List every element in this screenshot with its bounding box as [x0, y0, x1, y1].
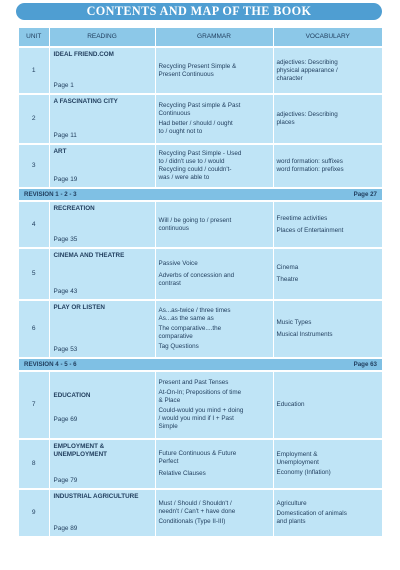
revision-cell	[19, 358, 382, 371]
reading-title: PLAY OR LISTEN	[53, 304, 105, 311]
reading-cell	[49, 248, 155, 300]
unit-number: 4	[19, 201, 49, 248]
grammar-line: Conditionals (Type II-III)	[158, 518, 226, 525]
vocabulary-cell	[273, 248, 382, 300]
contents-table	[19, 28, 382, 538]
revision-label: REVISION 4 - 5 - 6	[24, 361, 77, 368]
vocabulary-line: word formation: prefixes	[276, 166, 344, 173]
revision-row	[19, 188, 382, 201]
unit-row-6	[19, 300, 382, 358]
reading-title: CINEMA AND THEATRE	[53, 252, 125, 259]
reading-title: RECREATION	[53, 205, 95, 212]
grammar-line: Present and Past Tenses	[158, 379, 229, 386]
grammar-line: At-On-In; Prepositions of time	[158, 389, 242, 396]
unit-number: 5	[19, 248, 49, 300]
grammar-line: was / were able to	[158, 174, 210, 181]
reading-page: Page 89	[53, 525, 78, 532]
unit-number: 2	[19, 94, 49, 144]
revision-label: REVISION 1 - 2 - 3	[24, 191, 77, 198]
vocabulary-line: places	[276, 119, 295, 126]
vocabulary-cell	[273, 201, 382, 248]
unit-number: 7	[19, 371, 49, 439]
grammar-cell	[155, 371, 273, 439]
grammar-line: Recycling Past simple & Past	[158, 102, 241, 109]
vocabulary-cell	[273, 489, 382, 537]
reading-cell	[49, 94, 155, 144]
reading-title: INDUSTRIAL AGRICULTURE	[53, 493, 139, 500]
grammar-line: to / didn't use to / would	[158, 158, 225, 165]
grammar-cell	[155, 248, 273, 300]
grammar-cell	[155, 94, 273, 144]
unit-row-9	[19, 489, 382, 537]
reading-title: A FASCINATING CITY	[53, 98, 118, 105]
grammar-line: Tag Questions	[158, 343, 199, 350]
reading-cell	[49, 300, 155, 358]
grammar-line: The comparative....the	[158, 325, 222, 332]
grammar-line: Recycling Past Simple - Used	[158, 150, 242, 157]
reading-title: EDUCATION	[53, 392, 91, 399]
reading-cell	[49, 201, 155, 248]
vocabulary-line: Unemployment	[276, 459, 319, 466]
reading-page: Page 69	[53, 416, 78, 423]
reading-page: Page 79	[53, 477, 78, 484]
vocabulary-line: Employment &	[276, 451, 318, 458]
unit-row-8	[19, 439, 382, 489]
grammar-line: & Place	[158, 397, 181, 404]
grammar-line: Will / be going to / present	[158, 216, 232, 224]
unit-row-1	[19, 47, 382, 94]
grammar-line: Recycling could / couldn't-	[158, 166, 232, 173]
unit-row-3	[19, 144, 382, 188]
vocabulary-column-header: VOCABULARY	[273, 28, 382, 47]
revision-cell	[19, 188, 382, 201]
unit-number: 6	[19, 300, 49, 358]
unit-row-5	[19, 248, 382, 300]
unit-column-header: UNIT	[19, 28, 49, 47]
vocabulary-cell	[273, 439, 382, 489]
vocabulary-line: Cinema	[276, 264, 299, 271]
page-title: CONTENTS AND MAP OF THE BOOK	[16, 3, 382, 20]
vocabulary-cell	[273, 300, 382, 358]
grammar-line: Could-would you mind + doing	[158, 407, 244, 414]
vocabulary-line: Freetime activities	[276, 214, 328, 222]
vocabulary-line: Music Types	[276, 319, 312, 326]
grammar-line: As...as-twice / three times	[158, 307, 231, 314]
vocabulary-line: Theatre	[276, 276, 299, 283]
vocabulary-line: Agriculture	[276, 500, 307, 507]
revision-page: Page 27	[353, 191, 377, 198]
vocabulary-line: Education	[276, 401, 305, 408]
unit-row-2	[19, 94, 382, 144]
reading-title: IDEAL FRIEND.COM	[53, 51, 114, 58]
vocabulary-line: and plants	[276, 518, 306, 525]
reading-page: Page 11	[53, 132, 77, 139]
reading-title: EMPLOYMENT & UNEMPLOYMENT	[53, 443, 108, 458]
reading-cell	[49, 371, 155, 439]
unit-number: 9	[19, 489, 49, 537]
reading-title: ART	[53, 148, 67, 155]
grammar-line: Adverbs of concession and	[158, 272, 235, 279]
reading-page: Page 53	[53, 346, 78, 353]
revision-page: Page 63	[353, 361, 377, 368]
vocabulary-line: Domestication of animals	[276, 510, 347, 517]
grammar-line: Perfect	[158, 458, 179, 465]
grammar-line: continuous	[158, 224, 189, 232]
grammar-column-header: GRAMMAR	[155, 28, 273, 47]
grammar-cell	[155, 144, 273, 188]
unit-number: 8	[19, 439, 49, 489]
vocabulary-cell	[273, 144, 382, 188]
grammar-line: Relative Clauses	[158, 470, 206, 477]
reading-page: Page 35	[53, 236, 78, 243]
vocabulary-line: character	[276, 74, 303, 82]
vocabulary-line: physical appearance /	[276, 66, 338, 74]
unit-number: 1	[19, 47, 49, 94]
reading-cell	[49, 439, 155, 489]
grammar-cell	[155, 300, 273, 358]
table-header-row	[19, 28, 382, 47]
revision-row	[19, 358, 382, 371]
reading-page: Page 1	[53, 82, 74, 89]
vocabulary-cell	[273, 371, 382, 439]
grammar-line: contrast	[158, 280, 181, 287]
unit-number: 3	[19, 144, 49, 188]
vocabulary-line: adjectives: Describing	[276, 58, 338, 66]
grammar-line: needn't / Can't + have done	[158, 508, 236, 515]
vocabulary-line: adjectives: Describing	[276, 111, 338, 118]
reading-column-header: READING	[49, 28, 155, 47]
unit-row-7	[19, 371, 382, 439]
grammar-line: Recycling Present Simple &	[158, 62, 237, 70]
vocabulary-line: Musical Instruments	[276, 331, 333, 338]
grammar-line: Present Continuous	[158, 70, 214, 78]
vocabulary-cell	[273, 94, 382, 144]
reading-page: Page 19	[53, 176, 78, 183]
vocabulary-line: Places of Entertainment	[276, 226, 344, 234]
grammar-line: comparative	[158, 333, 193, 340]
grammar-line: As...as the same as	[158, 315, 214, 322]
grammar-line: Must / Should / Shouldn't /	[158, 500, 232, 507]
grammar-line: to / ought not to	[158, 128, 203, 135]
vocabulary-line: word formation: suffixes	[276, 158, 343, 165]
grammar-cell	[155, 489, 273, 537]
vocabulary-cell	[273, 47, 382, 94]
reading-cell	[49, 489, 155, 537]
grammar-cell	[155, 47, 273, 94]
grammar-line: Had better / should / ought	[158, 120, 233, 127]
grammar-cell	[155, 439, 273, 489]
reading-cell	[49, 47, 155, 94]
unit-row-4	[19, 201, 382, 248]
vocabulary-line: Economy (Inflation)	[276, 469, 331, 476]
grammar-line: Continuous	[158, 110, 191, 117]
grammar-line: Simple	[158, 423, 178, 430]
grammar-line: Future Continuous & Future	[158, 450, 237, 457]
grammar-line: / would you mind if I + Past	[158, 415, 234, 422]
reading-cell	[49, 144, 155, 188]
grammar-line: Passive Voice	[158, 260, 198, 267]
grammar-cell	[155, 201, 273, 248]
reading-page: Page 43	[53, 288, 78, 295]
